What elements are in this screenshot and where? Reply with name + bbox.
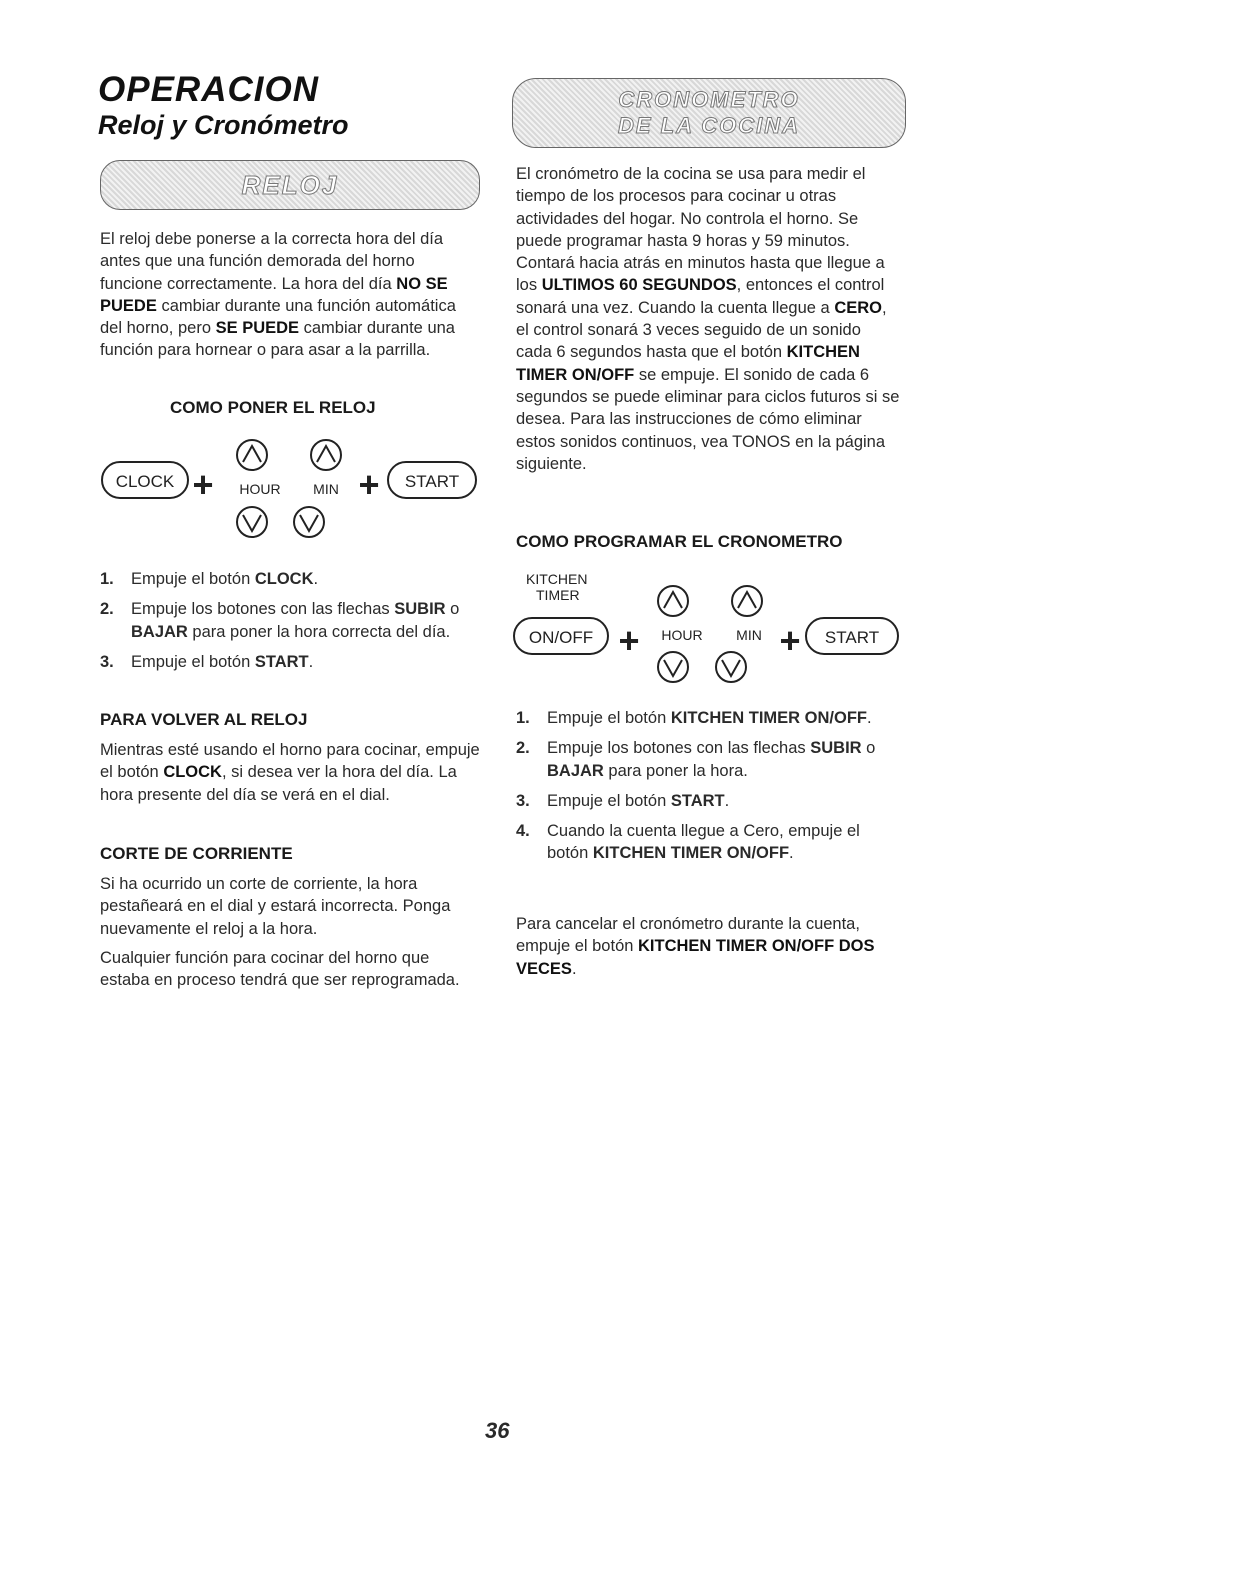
onoff-key-label: ON/OFF: [528, 628, 594, 647]
cronometro-steps: [516, 707, 896, 873]
min-label: MIN: [313, 481, 339, 497]
step-text: Empuje el botón KITCHEN TIMER ON/OFF.: [547, 709, 872, 727]
corte-heading: CORTE DE CORRIENTE: [100, 844, 293, 863]
hour-down-icon: [237, 507, 267, 537]
list-item: 4. Cuando la cuenta llegue a Cero, empuje el botón KITCHEN TIMER ON/OFF.: [516, 822, 860, 863]
list-item: 3. Empuje el botón START.: [100, 652, 314, 671]
page-number: 36: [485, 1418, 510, 1443]
plus-icon: +: [618, 620, 640, 661]
reloj-steps: [100, 568, 470, 681]
volver-text: Mientras esté usando el horno para cocinar, empuje el botón CLOCK, si desea ver la hora del día. La hora presente del día se verá en el dial.: [100, 741, 480, 804]
hour-label: HOUR: [661, 627, 703, 643]
hour-label: HOUR: [239, 481, 281, 497]
programar-heading: COMO PROGRAMAR EL CRONOMETRO: [516, 532, 843, 551]
corte-text-2: Cualquier función para cocinar del horno que estaba en proceso tendrá que ser reprogramada.: [100, 949, 460, 990]
clock-key-label: CLOCK: [115, 472, 175, 491]
kitchen-label: KITCHEN: [526, 571, 588, 587]
hour-down-icon: [658, 652, 688, 682]
hour-up-icon: [237, 440, 267, 470]
step-text: Cuando la cuenta llegue a Cero, empuje el botón KITCHEN TIMER ON/OFF.: [547, 822, 860, 863]
plus-icon: +: [779, 620, 801, 661]
corte-text-1: Si ha ocurrido un corte de corriente, la hora pestañeará en el dial y estará incorrecta. Ponga nuevamente el reloj a la hora.: [100, 875, 451, 938]
step-text: Empuje los botones con las flechas SUBIR o BAJAR para poner la hora correcta del día.: [131, 600, 460, 641]
min-up-icon: [732, 586, 762, 616]
list-item: 3. Empuje el botón START.: [516, 791, 730, 810]
step-text: Empuje el botón START.: [547, 791, 730, 810]
section-title: OPERACION: [98, 70, 319, 109]
step-text: Empuje los botones con las flechas SUBIR o BAJAR para poner la hora.: [547, 739, 876, 780]
clock-key: [102, 462, 188, 498]
reloj-intro: El reloj debe ponerse a la correcta hora del día antes que una función demorada del horno funcione correctamente. La hora del día NO SE PUEDE cambiar durante una función automática del horno, pero SE PUEDE cambiar durante una función para hornear o para asar a la parrilla.: [100, 230, 456, 360]
reloj-banner: [100, 160, 480, 210]
timer-keypad-diagram: [512, 568, 907, 698]
clock-keypad-diagram: [100, 438, 490, 558]
list-item: 1. Empuje el botón CLOCK.: [100, 570, 319, 588]
min-down-icon: [716, 652, 746, 682]
volver-heading: PARA VOLVER AL RELOJ: [100, 710, 308, 729]
cronometro-banner: [512, 78, 906, 148]
min-up-icon: [311, 440, 341, 470]
list-item: 2. Empuje los botones con las flechas SUBIR o BAJAR para poner la hora.: [516, 739, 876, 780]
min-down-icon: [294, 507, 324, 537]
cronometro-banner-line1: CRONOMETRO: [618, 87, 800, 112]
start-key: [388, 462, 476, 498]
onoff-key: [514, 618, 608, 654]
cronometro-intro: El cronómetro de la cocina se usa para medir el tiempo de los procesos para cocinar u otras actividades del hogar. No controla el horno. Se puede programar hasta 9 horas y 59 minutos. Contará hacia atrás en minutos hasta que llegue a los ULTIMOS 60 SEGUNDOS, entonces el control sonará una vez. Cuando la cuenta llegue a CERO, el control sonará 3 veces seguido de un sonido cada 6 segundos hasta que el botón KITCHEN TIMER ON/OFF se empuje. El sonido de cada 6 segundos se puede eliminar para ciclos futuros si se desea. Para las instrucciones de cómo eliminar estos sonidos continuos, vea TONOS en la página siguiente.: [516, 165, 900, 473]
cancel-text: Para cancelar el cronómetro durante la cuenta, empuje el botón KITCHEN TIMER ON/OFF DOS VECES.: [516, 915, 875, 978]
min-label: MIN: [736, 627, 762, 643]
step-text: Empuje el botón START.: [131, 652, 314, 671]
start-key: [806, 618, 898, 654]
list-item: 1. Empuje el botón KITCHEN TIMER ON/OFF.: [516, 709, 872, 727]
section-subtitle: Reloj y Cronómetro: [98, 110, 349, 140]
reloj-banner-text: RELOJ: [241, 169, 339, 200]
timer-label: TIMER: [536, 587, 580, 603]
step-text: Empuje el botón CLOCK.: [131, 570, 319, 588]
plus-icon: +: [358, 464, 380, 505]
como-poner-heading: COMO PONER EL RELOJ: [170, 398, 376, 417]
cronometro-banner-line2: DE LA COCINA: [617, 113, 801, 138]
start-key-label: START: [824, 628, 880, 647]
plus-icon: +: [192, 464, 214, 505]
hour-up-icon: [658, 586, 688, 616]
start-key-label: START: [404, 472, 460, 491]
list-item: 2. Empuje los botones con las flechas SUBIR o BAJAR para poner la hora correcta del día.: [100, 600, 460, 641]
